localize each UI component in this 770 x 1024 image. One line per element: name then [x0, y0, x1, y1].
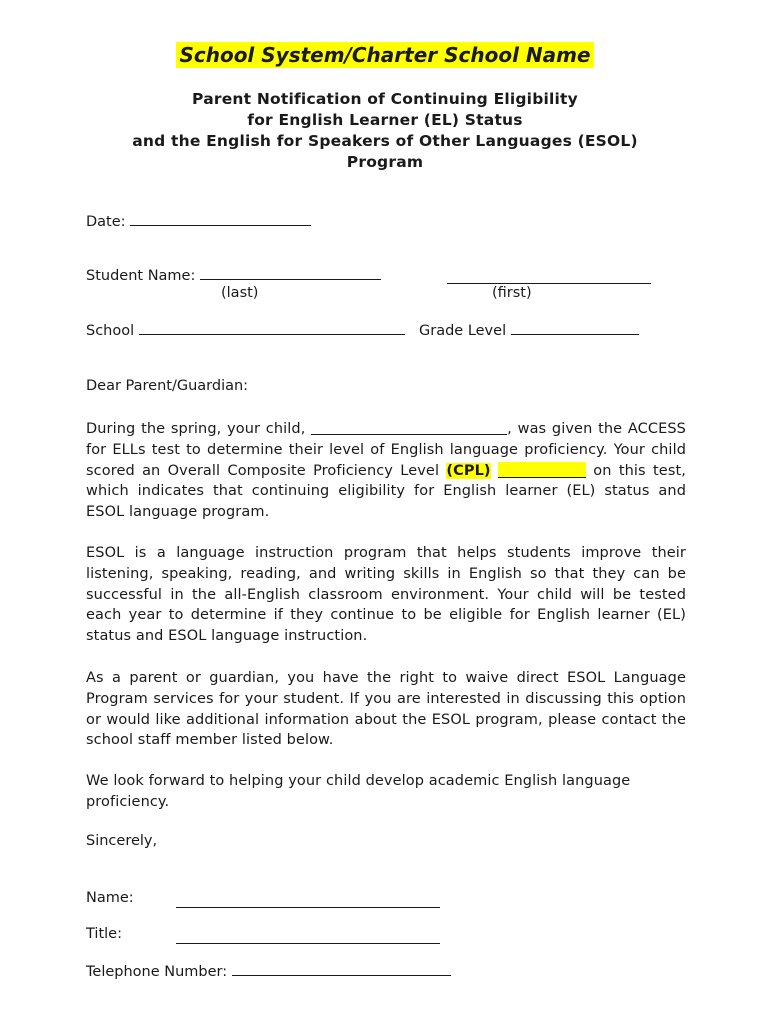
- grade-level-row: [419, 321, 639, 339]
- student-name-row: [86, 266, 381, 284]
- paragraph-2: ESOL is a language instruction program that helps students improve their listening, speaking, reading, and writing skills in English so that they can be successful in the all-English classroom environment. Your child will be tested each year to determine if they continue to be eligible for English learner (EL) status and ESOL language instruction.: [86, 545, 686, 645]
- student-name-label: Student Name:: [86, 268, 196, 284]
- date-field[interactable]: [130, 212, 311, 226]
- school-field[interactable]: [139, 321, 405, 335]
- salutation: Dear Parent/Guardian:: [86, 378, 249, 394]
- telephone-row: [86, 962, 451, 980]
- school-row: [86, 321, 405, 339]
- telephone-field[interactable]: [232, 962, 451, 976]
- paragraph-4: We look forward to helping your child develop academic English language proficiency.: [86, 773, 631, 810]
- child-name-field[interactable]: [311, 420, 507, 435]
- p1-text-b: , was given the ACCESS for ELLs test to determine their level of English language proficiency. Your child scored an Overall Composite Proficiency Level: [86, 421, 686, 479]
- cpl-highlight: (CPL): [446, 462, 491, 479]
- grade-level-label: Grade Level: [419, 323, 507, 339]
- school-label: School: [86, 323, 135, 339]
- first-name-field[interactable]: [447, 270, 651, 284]
- closing: Sincerely,: [86, 833, 158, 849]
- title-line-1: Parent Notification of Continuing Eligibility: [192, 90, 578, 108]
- school-name-text: School System/Charter School Name: [176, 42, 593, 68]
- signature-title-label: Title:: [86, 926, 122, 942]
- cpl-score-field[interactable]: [498, 462, 586, 478]
- telephone-label: Telephone Number:: [86, 964, 228, 980]
- p1-text-a: During the spring, your child,: [86, 421, 306, 437]
- title-line-4: Program: [346, 153, 424, 171]
- signature-name-field[interactable]: [176, 894, 440, 908]
- title-line-3: and the English for Speakers of Other Languages (ESOL): [132, 132, 638, 150]
- title-line-2: for English Learner (EL) Status: [247, 111, 523, 129]
- grade-level-field[interactable]: [511, 321, 639, 335]
- date-row: [86, 212, 311, 230]
- signature-title-field[interactable]: [176, 930, 440, 944]
- last-name-caption: (last): [221, 285, 259, 301]
- paragraph-1: [86, 419, 686, 523]
- signature-name-label: Name:: [86, 890, 134, 906]
- date-label: Date:: [86, 214, 126, 230]
- school-name-heading: [0, 43, 770, 67]
- last-name-field[interactable]: [200, 266, 381, 280]
- paragraph-3: As a parent or guardian, you have the right to waive direct ESOL Language Program services for your student. If you are interested in discussing this option or would like additional information about the ESOL program, please contact the school staff member listed below.: [86, 670, 686, 749]
- p1-text-c: on this test, which indicates that continuing eligibility for English learner (EL) status and ESOL language program.: [86, 462, 686, 521]
- first-name-caption: (first): [492, 285, 532, 301]
